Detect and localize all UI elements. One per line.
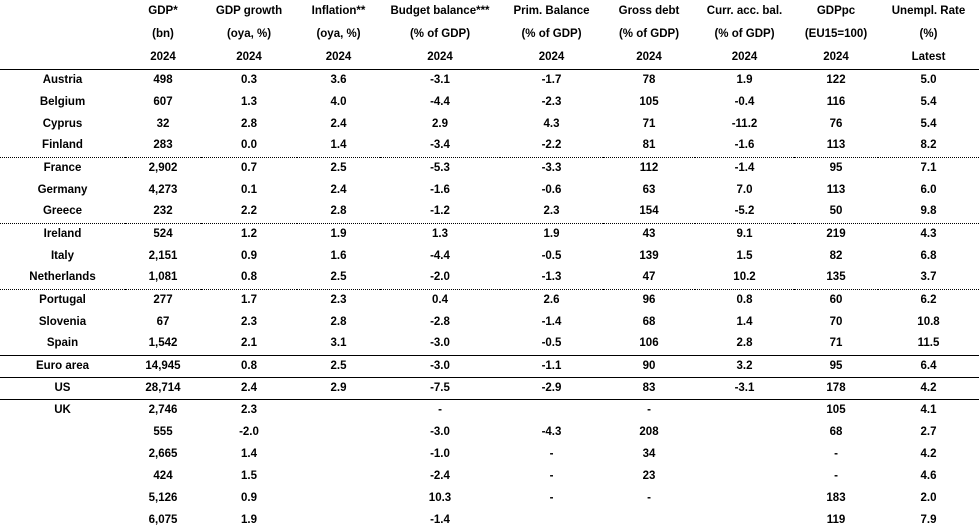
cell-gross_debt: 154 bbox=[603, 201, 695, 223]
cell-gdppc: - bbox=[794, 443, 878, 465]
table-row bbox=[0, 399, 979, 421]
column-header-gdppc: GDPpc bbox=[794, 0, 878, 23]
cell-gross_debt: 112 bbox=[603, 157, 695, 179]
cell-unempl: 4.6 bbox=[878, 465, 979, 487]
cell-prim_balance: -0.6 bbox=[500, 179, 603, 201]
cell-country: Italy bbox=[0, 245, 125, 267]
cell-inflation: 1.9 bbox=[297, 223, 380, 245]
cell-budget_balance: -3.1 bbox=[380, 69, 500, 91]
table-row bbox=[0, 289, 979, 311]
cell-gdppc: 71 bbox=[794, 333, 878, 355]
cell-gdp_growth: 2.2 bbox=[201, 201, 297, 223]
table-header-row bbox=[0, 23, 979, 46]
table-row bbox=[0, 179, 979, 201]
cell-prim_balance bbox=[500, 509, 603, 531]
table-header-row bbox=[0, 46, 979, 69]
cell-unempl: 3.7 bbox=[878, 267, 979, 289]
cell-inflation bbox=[297, 399, 380, 421]
cell-inflation: 2.4 bbox=[297, 179, 380, 201]
column-header-curr_acc: 2024 bbox=[695, 46, 794, 69]
cell-curr_acc: 2.8 bbox=[695, 333, 794, 355]
cell-budget_balance: -3.0 bbox=[380, 355, 500, 377]
cell-budget_balance: 10.3 bbox=[380, 487, 500, 509]
table-row bbox=[0, 333, 979, 355]
cell-gdp_growth: 1.2 bbox=[201, 223, 297, 245]
column-header-gross_debt: Gross debt bbox=[603, 0, 695, 23]
column-header-country bbox=[0, 23, 125, 46]
cell-inflation: 2.4 bbox=[297, 113, 380, 135]
column-header-gdp_growth: GDP growth bbox=[201, 0, 297, 23]
cell-curr_acc: -1.6 bbox=[695, 135, 794, 157]
cell-budget_balance: -5.3 bbox=[380, 157, 500, 179]
cell-gross_debt: 47 bbox=[603, 267, 695, 289]
cell-country: Belgium bbox=[0, 91, 125, 113]
cell-gdppc: 105 bbox=[794, 399, 878, 421]
cell-inflation: 2.5 bbox=[297, 157, 380, 179]
cell-country: UK bbox=[0, 399, 125, 421]
cell-gdppc: 82 bbox=[794, 245, 878, 267]
cell-curr_acc: -5.2 bbox=[695, 201, 794, 223]
cell-gdp_growth: 1.3 bbox=[201, 91, 297, 113]
cell-budget_balance: -2.0 bbox=[380, 267, 500, 289]
cell-gdppc: 50 bbox=[794, 201, 878, 223]
cell-inflation bbox=[297, 509, 380, 531]
cell-gdp: 67 bbox=[125, 311, 201, 333]
cell-gross_debt: 105 bbox=[603, 91, 695, 113]
table-row bbox=[0, 443, 979, 465]
cell-gdp_growth: 0.7 bbox=[201, 157, 297, 179]
cell-country: Spain bbox=[0, 333, 125, 355]
cell-inflation: 2.3 bbox=[297, 289, 380, 311]
cell-curr_acc: 1.5 bbox=[695, 245, 794, 267]
cell-gdppc: 178 bbox=[794, 377, 878, 399]
cell-country bbox=[0, 509, 125, 531]
cell-gdp_growth: 0.0 bbox=[201, 135, 297, 157]
cell-country bbox=[0, 421, 125, 443]
cell-prim_balance: -2.3 bbox=[500, 91, 603, 113]
cell-gdp: 5,126 bbox=[125, 487, 201, 509]
cell-unempl: 7.9 bbox=[878, 509, 979, 531]
cell-curr_acc: 3.2 bbox=[695, 355, 794, 377]
cell-country: Euro area bbox=[0, 355, 125, 377]
cell-unempl: 4.2 bbox=[878, 377, 979, 399]
cell-gross_debt: 90 bbox=[603, 355, 695, 377]
cell-country bbox=[0, 487, 125, 509]
cell-gdp_growth: 2.3 bbox=[201, 311, 297, 333]
cell-budget_balance: -1.0 bbox=[380, 443, 500, 465]
cell-prim_balance: -1.4 bbox=[500, 311, 603, 333]
column-header-gdp: GDP* bbox=[125, 0, 201, 23]
cell-budget_balance: 2.9 bbox=[380, 113, 500, 135]
cell-budget_balance: -3.4 bbox=[380, 135, 500, 157]
cell-unempl: 7.1 bbox=[878, 157, 979, 179]
cell-prim_balance: -0.5 bbox=[500, 245, 603, 267]
cell-prim_balance: -0.5 bbox=[500, 333, 603, 355]
table-row bbox=[0, 157, 979, 179]
cell-gdp: 4,273 bbox=[125, 179, 201, 201]
cell-curr_acc: -0.4 bbox=[695, 91, 794, 113]
table-row bbox=[0, 223, 979, 245]
column-header-budget_balance: Budget balance*** bbox=[380, 0, 500, 23]
column-header-unempl: (%) bbox=[878, 23, 979, 46]
cell-gdp: 232 bbox=[125, 201, 201, 223]
cell-gdp_growth: -2.0 bbox=[201, 421, 297, 443]
cell-prim_balance bbox=[500, 399, 603, 421]
cell-country bbox=[0, 465, 125, 487]
cell-gdppc: 183 bbox=[794, 487, 878, 509]
cell-curr_acc: 0.8 bbox=[695, 289, 794, 311]
cell-gross_debt: - bbox=[603, 487, 695, 509]
cell-inflation: 3.6 bbox=[297, 69, 380, 91]
cell-prim_balance: -2.9 bbox=[500, 377, 603, 399]
cell-country: Cyprus bbox=[0, 113, 125, 135]
cell-country bbox=[0, 443, 125, 465]
cell-prim_balance: -3.3 bbox=[500, 157, 603, 179]
cell-inflation bbox=[297, 443, 380, 465]
cell-unempl: 6.4 bbox=[878, 355, 979, 377]
cell-gdp_growth: 0.9 bbox=[201, 487, 297, 509]
cell-unempl: 5.4 bbox=[878, 113, 979, 135]
cell-curr_acc: 1.9 bbox=[695, 69, 794, 91]
column-header-gdp_growth: (oya, %) bbox=[201, 23, 297, 46]
cell-gdp: 607 bbox=[125, 91, 201, 113]
cell-gdp_growth: 0.3 bbox=[201, 69, 297, 91]
table-row bbox=[0, 311, 979, 333]
cell-gdp: 277 bbox=[125, 289, 201, 311]
cell-country: US bbox=[0, 377, 125, 399]
column-header-prim_balance: 2024 bbox=[500, 46, 603, 69]
table-row bbox=[0, 421, 979, 443]
cell-gdp_growth: 2.8 bbox=[201, 113, 297, 135]
cell-curr_acc bbox=[695, 421, 794, 443]
cell-country: Slovenia bbox=[0, 311, 125, 333]
cell-country: Greece bbox=[0, 201, 125, 223]
cell-gdppc: 135 bbox=[794, 267, 878, 289]
cell-gdp_growth: 1.4 bbox=[201, 443, 297, 465]
cell-curr_acc: 1.4 bbox=[695, 311, 794, 333]
cell-gdppc: 122 bbox=[794, 69, 878, 91]
cell-gdp: 498 bbox=[125, 69, 201, 91]
cell-gross_debt: 43 bbox=[603, 223, 695, 245]
cell-unempl: 6.0 bbox=[878, 179, 979, 201]
cell-gdppc: 76 bbox=[794, 113, 878, 135]
cell-gdp_growth: 0.8 bbox=[201, 267, 297, 289]
cell-gdppc: 95 bbox=[794, 355, 878, 377]
cell-gross_debt: 96 bbox=[603, 289, 695, 311]
cell-budget_balance: -4.4 bbox=[380, 91, 500, 113]
column-header-inflation: Inflation** bbox=[297, 0, 380, 23]
cell-gdp: 555 bbox=[125, 421, 201, 443]
cell-gdp_growth: 0.8 bbox=[201, 355, 297, 377]
cell-prim_balance: -2.2 bbox=[500, 135, 603, 157]
cell-inflation: 2.5 bbox=[297, 355, 380, 377]
table-row bbox=[0, 509, 979, 531]
cell-prim_balance: - bbox=[500, 443, 603, 465]
cell-gdppc: 70 bbox=[794, 311, 878, 333]
column-header-country bbox=[0, 46, 125, 69]
cell-gdp: 424 bbox=[125, 465, 201, 487]
cell-unempl: 4.2 bbox=[878, 443, 979, 465]
cell-gross_debt: 68 bbox=[603, 311, 695, 333]
cell-gdp_growth: 2.3 bbox=[201, 399, 297, 421]
cell-gross_debt: 208 bbox=[603, 421, 695, 443]
column-header-gross_debt: 2024 bbox=[603, 46, 695, 69]
cell-gross_debt: 23 bbox=[603, 465, 695, 487]
cell-gdppc: 68 bbox=[794, 421, 878, 443]
table-row bbox=[0, 377, 979, 399]
table-row bbox=[0, 487, 979, 509]
cell-country: France bbox=[0, 157, 125, 179]
cell-budget_balance: -2.8 bbox=[380, 311, 500, 333]
column-header-gross_debt: (% of GDP) bbox=[603, 23, 695, 46]
cell-gdppc: 60 bbox=[794, 289, 878, 311]
column-header-curr_acc: Curr. acc. bal. bbox=[695, 0, 794, 23]
cell-curr_acc bbox=[695, 487, 794, 509]
table-row bbox=[0, 245, 979, 267]
cell-budget_balance: -7.5 bbox=[380, 377, 500, 399]
cell-curr_acc: -3.1 bbox=[695, 377, 794, 399]
cell-curr_acc: 7.0 bbox=[695, 179, 794, 201]
cell-prim_balance: -1.7 bbox=[500, 69, 603, 91]
column-header-budget_balance: 2024 bbox=[380, 46, 500, 69]
cell-gross_debt: 63 bbox=[603, 179, 695, 201]
cell-country: Austria bbox=[0, 69, 125, 91]
cell-gross_debt: 71 bbox=[603, 113, 695, 135]
cell-unempl: 5.0 bbox=[878, 69, 979, 91]
cell-curr_acc bbox=[695, 443, 794, 465]
cell-unempl: 5.4 bbox=[878, 91, 979, 113]
cell-curr_acc: -11.2 bbox=[695, 113, 794, 135]
column-header-budget_balance: (% of GDP) bbox=[380, 23, 500, 46]
cell-gdp: 283 bbox=[125, 135, 201, 157]
cell-gdp: 32 bbox=[125, 113, 201, 135]
cell-inflation: 4.0 bbox=[297, 91, 380, 113]
cell-gdp: 2,665 bbox=[125, 443, 201, 465]
column-header-unempl: Latest bbox=[878, 46, 979, 69]
table-row bbox=[0, 69, 979, 91]
cell-country: Ireland bbox=[0, 223, 125, 245]
cell-gdp: 2,746 bbox=[125, 399, 201, 421]
cell-gdp: 2,151 bbox=[125, 245, 201, 267]
column-header-gdp: (bn) bbox=[125, 23, 201, 46]
column-header-gdppc: 2024 bbox=[794, 46, 878, 69]
cell-budget_balance: -4.4 bbox=[380, 245, 500, 267]
cell-inflation: 2.9 bbox=[297, 377, 380, 399]
cell-budget_balance: -2.4 bbox=[380, 465, 500, 487]
cell-curr_acc: 10.2 bbox=[695, 267, 794, 289]
cell-gross_debt: 106 bbox=[603, 333, 695, 355]
cell-gdp_growth: 0.1 bbox=[201, 179, 297, 201]
cell-gdppc: 116 bbox=[794, 91, 878, 113]
table-row bbox=[0, 91, 979, 113]
cell-gdppc: - bbox=[794, 465, 878, 487]
column-header-gdp: 2024 bbox=[125, 46, 201, 69]
cell-gdp_growth: 1.7 bbox=[201, 289, 297, 311]
column-header-gdppc: (EU15=100) bbox=[794, 23, 878, 46]
cell-gross_debt bbox=[603, 509, 695, 531]
cell-budget_balance: -3.0 bbox=[380, 333, 500, 355]
cell-unempl: 8.2 bbox=[878, 135, 979, 157]
table-row bbox=[0, 135, 979, 157]
cell-inflation: 3.1 bbox=[297, 333, 380, 355]
cell-gdppc: 119 bbox=[794, 509, 878, 531]
cell-inflation: 2.5 bbox=[297, 267, 380, 289]
column-header-unempl: Unempl. Rate bbox=[878, 0, 979, 23]
column-header-inflation: (oya, %) bbox=[297, 23, 380, 46]
cell-budget_balance: -1.4 bbox=[380, 509, 500, 531]
column-header-curr_acc: (% of GDP) bbox=[695, 23, 794, 46]
column-header-country bbox=[0, 0, 125, 23]
cell-gdp_growth: 2.4 bbox=[201, 377, 297, 399]
cell-gross_debt: 34 bbox=[603, 443, 695, 465]
cell-prim_balance: -1.1 bbox=[500, 355, 603, 377]
table-row bbox=[0, 201, 979, 223]
cell-gdp_growth: 1.9 bbox=[201, 509, 297, 531]
cell-prim_balance: -1.3 bbox=[500, 267, 603, 289]
cell-curr_acc bbox=[695, 465, 794, 487]
cell-unempl: 4.1 bbox=[878, 399, 979, 421]
cell-prim_balance: - bbox=[500, 465, 603, 487]
cell-prim_balance: - bbox=[500, 487, 603, 509]
cell-inflation bbox=[297, 487, 380, 509]
cell-inflation bbox=[297, 465, 380, 487]
cell-gdppc: 95 bbox=[794, 157, 878, 179]
cell-country: Finland bbox=[0, 135, 125, 157]
cell-prim_balance: 2.6 bbox=[500, 289, 603, 311]
cell-prim_balance: -4.3 bbox=[500, 421, 603, 443]
column-header-gdp_growth: 2024 bbox=[201, 46, 297, 69]
cell-unempl: 9.8 bbox=[878, 201, 979, 223]
cell-curr_acc: 9.1 bbox=[695, 223, 794, 245]
cell-inflation: 1.6 bbox=[297, 245, 380, 267]
cell-unempl: 6.8 bbox=[878, 245, 979, 267]
table-row bbox=[0, 355, 979, 377]
cell-inflation bbox=[297, 421, 380, 443]
cell-country: Netherlands bbox=[0, 267, 125, 289]
cell-gross_debt: 139 bbox=[603, 245, 695, 267]
cell-budget_balance: -1.2 bbox=[380, 201, 500, 223]
cell-inflation: 1.4 bbox=[297, 135, 380, 157]
cell-gross_debt: - bbox=[603, 399, 695, 421]
cell-gdppc: 219 bbox=[794, 223, 878, 245]
column-header-inflation: 2024 bbox=[297, 46, 380, 69]
cell-budget_balance: -1.6 bbox=[380, 179, 500, 201]
cell-unempl: 6.2 bbox=[878, 289, 979, 311]
cell-gdp_growth: 1.5 bbox=[201, 465, 297, 487]
cell-gdp_growth: 0.9 bbox=[201, 245, 297, 267]
table-row bbox=[0, 267, 979, 289]
cell-gross_debt: 78 bbox=[603, 69, 695, 91]
cell-curr_acc: -1.4 bbox=[695, 157, 794, 179]
cell-curr_acc bbox=[695, 399, 794, 421]
cell-unempl: 11.5 bbox=[878, 333, 979, 355]
cell-budget_balance: 1.3 bbox=[380, 223, 500, 245]
cell-budget_balance: 0.4 bbox=[380, 289, 500, 311]
cell-gdp: 14,945 bbox=[125, 355, 201, 377]
cell-prim_balance: 4.3 bbox=[500, 113, 603, 135]
table-row bbox=[0, 113, 979, 135]
cell-budget_balance: -3.0 bbox=[380, 421, 500, 443]
cell-country: Germany bbox=[0, 179, 125, 201]
cell-gdp: 2,902 bbox=[125, 157, 201, 179]
cell-unempl: 4.3 bbox=[878, 223, 979, 245]
cell-budget_balance: - bbox=[380, 399, 500, 421]
cell-gdp: 6,075 bbox=[125, 509, 201, 531]
column-header-prim_balance: Prim. Balance bbox=[500, 0, 603, 23]
cell-prim_balance: 2.3 bbox=[500, 201, 603, 223]
cell-gdp: 1,542 bbox=[125, 333, 201, 355]
cell-gdppc: 113 bbox=[794, 135, 878, 157]
cell-country: Portugal bbox=[0, 289, 125, 311]
cell-unempl: 2.0 bbox=[878, 487, 979, 509]
cell-unempl: 2.7 bbox=[878, 421, 979, 443]
cell-gross_debt: 83 bbox=[603, 377, 695, 399]
table-header-row bbox=[0, 0, 979, 23]
cell-prim_balance: 1.9 bbox=[500, 223, 603, 245]
table-row bbox=[0, 465, 979, 487]
cell-gdppc: 113 bbox=[794, 179, 878, 201]
cell-inflation: 2.8 bbox=[297, 201, 380, 223]
cell-unempl: 10.8 bbox=[878, 311, 979, 333]
cell-inflation: 2.8 bbox=[297, 311, 380, 333]
cell-gdp: 1,081 bbox=[125, 267, 201, 289]
cell-curr_acc bbox=[695, 509, 794, 531]
cell-gross_debt: 81 bbox=[603, 135, 695, 157]
cell-gdp: 524 bbox=[125, 223, 201, 245]
cell-gdp: 28,714 bbox=[125, 377, 201, 399]
column-header-prim_balance: (% of GDP) bbox=[500, 23, 603, 46]
cell-gdp_growth: 2.1 bbox=[201, 333, 297, 355]
